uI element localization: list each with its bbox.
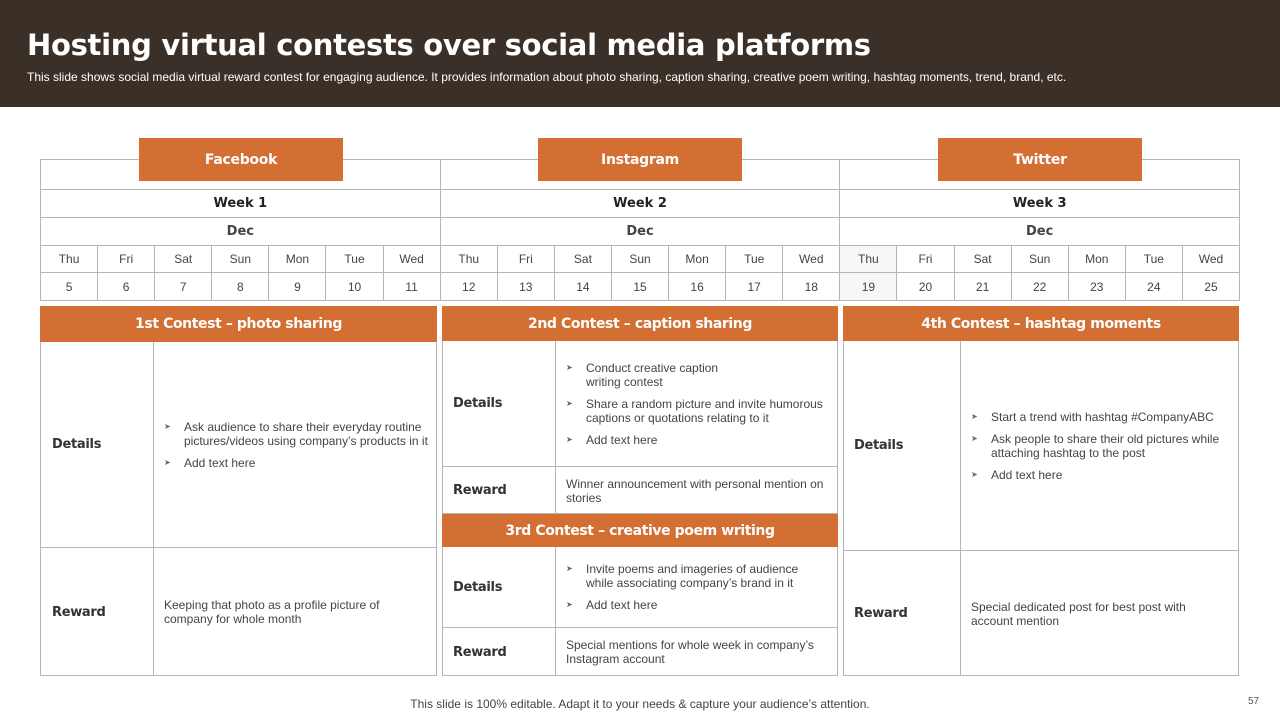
contest-3-reward: Special mentions for whole week in company’s Instagram account [566, 638, 814, 666]
day-cell: Fri [897, 246, 954, 273]
month-label: Dec [41, 218, 441, 246]
date-cell: 8 [212, 273, 269, 301]
date-cell: 9 [269, 273, 326, 301]
day-cell: Tue [326, 246, 383, 273]
date-cell: 11 [383, 273, 440, 301]
date-cell: 15 [611, 273, 668, 301]
week-label: Week 3 [840, 190, 1240, 218]
bullet-item: ➤ Ask audience to share their everyday routine pictures/videos using company’s products in it [164, 419, 428, 448]
arrow-bullet-icon: ➤ [566, 564, 573, 573]
arrow-bullet-icon: ➤ [566, 398, 573, 408]
arrow-bullet-icon: ➤ [566, 434, 573, 444]
date-cell: 7 [155, 273, 212, 301]
contest-4-reward-label: Reward [854, 606, 908, 621]
contest-4-details-label: Details [854, 438, 904, 453]
date-cell: 18 [783, 273, 840, 301]
contest-1-details [164, 342, 429, 547]
day-cell: Wed [1182, 246, 1239, 273]
day-cell: Tue [726, 246, 783, 273]
date-row [41, 273, 1240, 301]
date-cell: 25 [1182, 273, 1239, 301]
platform-facebook: Facebook [139, 138, 343, 181]
contest-4-title: 4th Contest – hashtag moments [843, 306, 1239, 341]
bullet-item: ➤ Add text here [566, 432, 658, 447]
contest-2-reward: Winner announcement with personal mention on stories [566, 476, 824, 505]
contest-1-title: 1st Contest – photo sharing [40, 306, 437, 342]
page-number: 57 [1248, 696, 1260, 707]
slide-header [0, 0, 1280, 107]
date-cell: 6 [98, 273, 155, 301]
day-cell: Wed [383, 246, 440, 273]
date-cell: 5 [41, 273, 98, 301]
day-cell: Mon [669, 246, 726, 273]
arrow-bullet-icon: ➤ [971, 469, 978, 479]
date-cell: 16 [669, 273, 726, 301]
contest-2-reward-label: Reward [453, 483, 507, 498]
day-cell: Wed [783, 246, 840, 273]
day-cell: Sat [554, 246, 611, 273]
day-cell: Thu [440, 246, 497, 273]
divider [555, 341, 556, 514]
arrow-bullet-icon: ➤ [164, 457, 171, 467]
divider [960, 341, 961, 676]
contest-1-reward: Keeping that photo as a profile picture of company for whole month [164, 598, 380, 626]
contest-3-details-label: Details [453, 579, 503, 595]
footer-note: This slide is 100% editable. Adapt it to your needs & capture your audience’s attention. [410, 697, 870, 711]
day-cell: Sat [155, 246, 212, 273]
contest-4-reward: Special dedicated post for best post with account mention [971, 599, 1186, 628]
contest-1-reward-label: Reward [52, 604, 106, 620]
bullet-item: ➤ Add text here [164, 455, 256, 470]
date-cell: 20 [897, 273, 954, 301]
day-cell: Sun [611, 246, 668, 273]
day-cell: Sun [1011, 246, 1068, 273]
date-cell: 22 [1011, 273, 1068, 301]
day-row [41, 246, 1240, 273]
day-cell: Thu [840, 246, 897, 273]
day-cell: Fri [98, 246, 155, 273]
day-cell: Sun [212, 246, 269, 273]
date-cell: 10 [326, 273, 383, 301]
contest-3-details [566, 547, 828, 627]
arrow-bullet-icon: ➤ [164, 421, 171, 431]
arrow-bullet-icon: ➤ [971, 433, 978, 443]
date-cell: 21 [954, 273, 1011, 301]
week-row [41, 190, 1240, 218]
bullet-item: ➤ Share a random picture and invite humorous captions or quotations relating to it [566, 396, 823, 425]
day-cell: Sat [954, 246, 1011, 273]
platform-instagram: Instagram [538, 138, 742, 181]
day-cell: Mon [269, 246, 326, 273]
month-row [41, 218, 1240, 246]
arrow-bullet-icon: ➤ [971, 411, 978, 421]
contest-2-details-label: Details [453, 396, 503, 411]
date-cell: 24 [1125, 273, 1182, 301]
contest-3-reward-label: Reward [453, 644, 507, 660]
day-cell: Thu [41, 246, 98, 273]
month-label: Dec [440, 218, 840, 246]
date-cell: 23 [1068, 273, 1125, 301]
platform-twitter: Twitter [938, 138, 1142, 181]
contest-4-details [971, 341, 1231, 550]
contest-3-title: 3rd Contest – creative poem writing [442, 514, 838, 547]
date-cell: 17 [726, 273, 783, 301]
divider [555, 547, 556, 676]
bullet-item: ➤ Start a trend with hashtag #CompanyABC [971, 409, 1214, 424]
arrow-bullet-icon: ➤ [566, 362, 573, 372]
bullet-item: ➤ Ask people to share their old pictures while attaching hashtag to the post [971, 431, 1220, 460]
date-cell: 13 [497, 273, 554, 301]
week-label: Week 2 [440, 190, 840, 218]
contest-2-title: 2nd Contest – caption sharing [442, 306, 838, 341]
day-cell: Tue [1125, 246, 1182, 273]
date-cell: 19 [840, 273, 897, 301]
bullet-item: ➤ Add text here [566, 598, 658, 612]
week-label: Week 1 [41, 190, 441, 218]
day-cell: Mon [1068, 246, 1125, 273]
day-cell: Fri [497, 246, 554, 273]
date-cell: 12 [440, 273, 497, 301]
contest-1-details-label: Details [52, 437, 102, 452]
bullet-item: ➤ Add text here [971, 467, 1063, 482]
arrow-bullet-icon: ➤ [566, 600, 573, 609]
contest-2-details [566, 341, 828, 466]
divider [153, 342, 154, 676]
bullet-item: ➤ Conduct creative caption writing contest [566, 360, 719, 389]
slide-title: Hosting virtual contests over social media platforms [27, 28, 871, 62]
date-cell: 14 [554, 273, 611, 301]
slide-subtitle: This slide shows social media virtual reward contest for engaging audience. It provides information about photo sharing, caption sharing, creative poem writing, hashtag moments, trend, brand, etc. [27, 70, 1067, 84]
month-label: Dec [840, 218, 1240, 246]
bullet-item: ➤ Invite poems and imageries of audience while associating company’s brand in it [566, 562, 799, 590]
